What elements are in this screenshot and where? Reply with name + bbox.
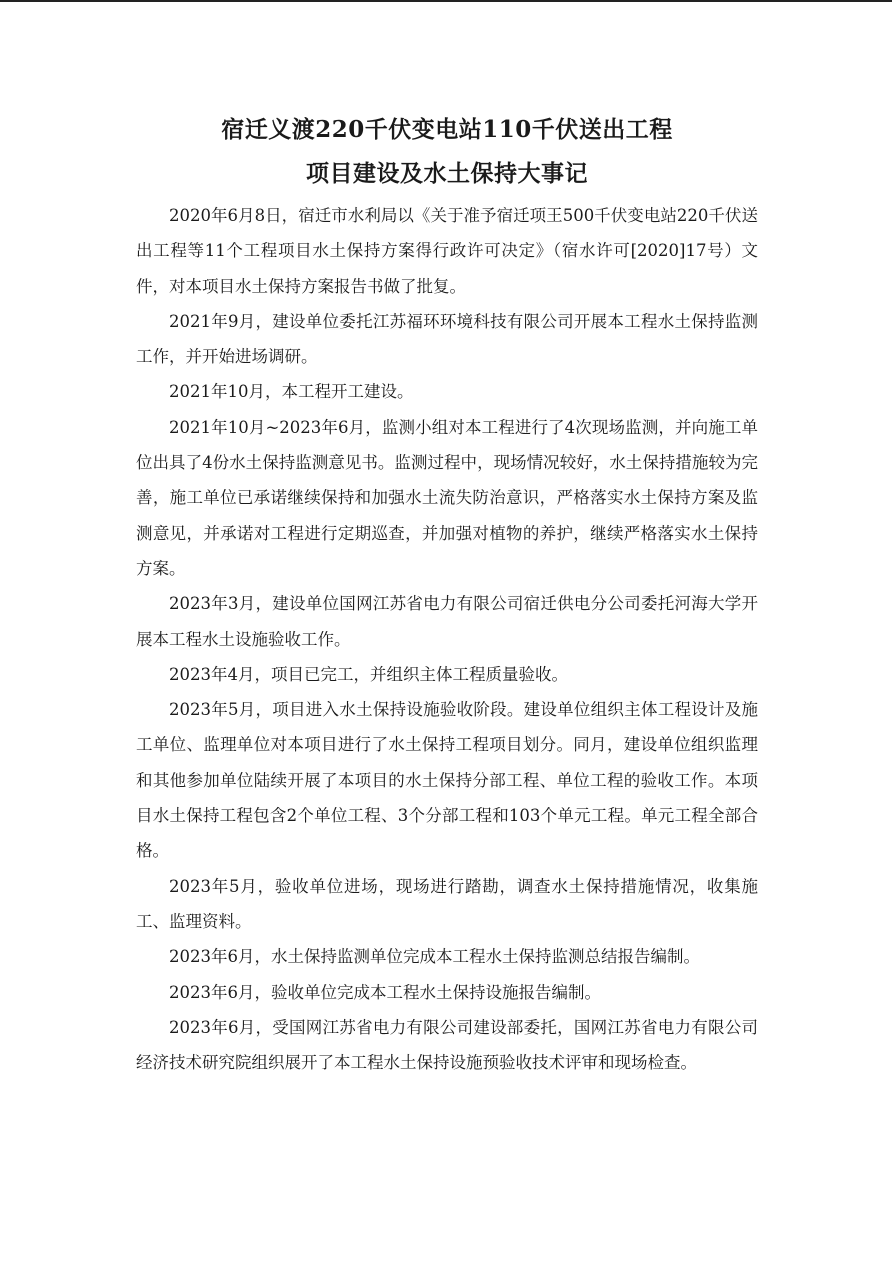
document-body	[136, 198, 758, 1080]
paragraph-2021-10-start: 2021年10月，本工程开工建设。	[169, 382, 414, 402]
document-title-line-1: 宿迁义渡220千伏变电站110千伏送出工程	[221, 116, 673, 143]
paragraph-2023-05-acceptance-stage: 2023年5月，项目进入水土保持设施验收阶段。建设单位组织主体工程设计及施工单位、监理单位对本项目进行了水土保持工程项目划分。同月，建设单位组织监理和其他参加单位陆续开展了本项目的水土保持分部工程、单位工程的验收工作。本项目水土保持工程包含2个单位工程、3个分部工程和103个单元工程。单元工程全部合格。	[136, 700, 758, 861]
top-border-line	[0, 0, 892, 2]
paragraph-2020-06-approval: 2020年6月8日，宿迁市水利局以《关于准予宿迁项王500千伏变电站220千伏送出工程等11个工程项目水土保持方案得行政许可决定》（宿水许可[2020]17号）文件，对本项目水土保持方案报告书做了批复。	[136, 206, 758, 296]
paragraph-2023-04-completion: 2023年4月，项目已完工，并组织主体工程质量验收。	[169, 664, 568, 684]
paragraph-2023-06-pre-acceptance-review: 2023年6月，受国网江苏省电力有限公司建设部委托，国网江苏省电力有限公司经济技术研究院组织展开了本工程水土保持设施预验收技术评审和现场检查。	[136, 1017, 758, 1073]
document-page	[136, 108, 758, 1080]
paragraph-2021-09-monitoring: 2021年9月，建设单位委托江苏福环环境科技有限公司开展本工程水土保持监测工作，并开始进场调研。	[136, 311, 758, 367]
paragraph-2021-10-to-2023-06-monitoring: 2021年10月~2023年6月，监测小组对本工程进行了4次现场监测，并向施工单位出具了4份水土保持监测意见书。监测过程中，现场情况较好，水土保持措施较为完善，施工单位已承诺继续保持和加强水土流失防治意识，严格落实水土保持方案及监测意见，并承诺对工程进行定期巡查，并加强对植物的养护，继续严格落实水土保持方案。	[136, 417, 758, 578]
paragraph-2023-06-acceptance-report: 2023年6月，验收单位完成本工程水土保持设施报告编制。	[169, 982, 601, 1002]
paragraph-2023-06-monitoring-report: 2023年6月，水土保持监测单位完成本工程水土保持监测总结报告编制。	[169, 947, 700, 967]
document-title-line-2: 项目建设及水土保持大事记	[306, 160, 588, 187]
paragraph-2023-03-acceptance-commission: 2023年3月，建设单位国网江苏省电力有限公司宿迁供电分公司委托河海大学开展本工程水土设施验收工作。	[136, 594, 758, 649]
paragraph-2023-05-site-visit: 2023年5月，验收单位进场，现场进行踏勘，调查水土保持措施情况，收集施工、监理资料。	[136, 876, 758, 931]
